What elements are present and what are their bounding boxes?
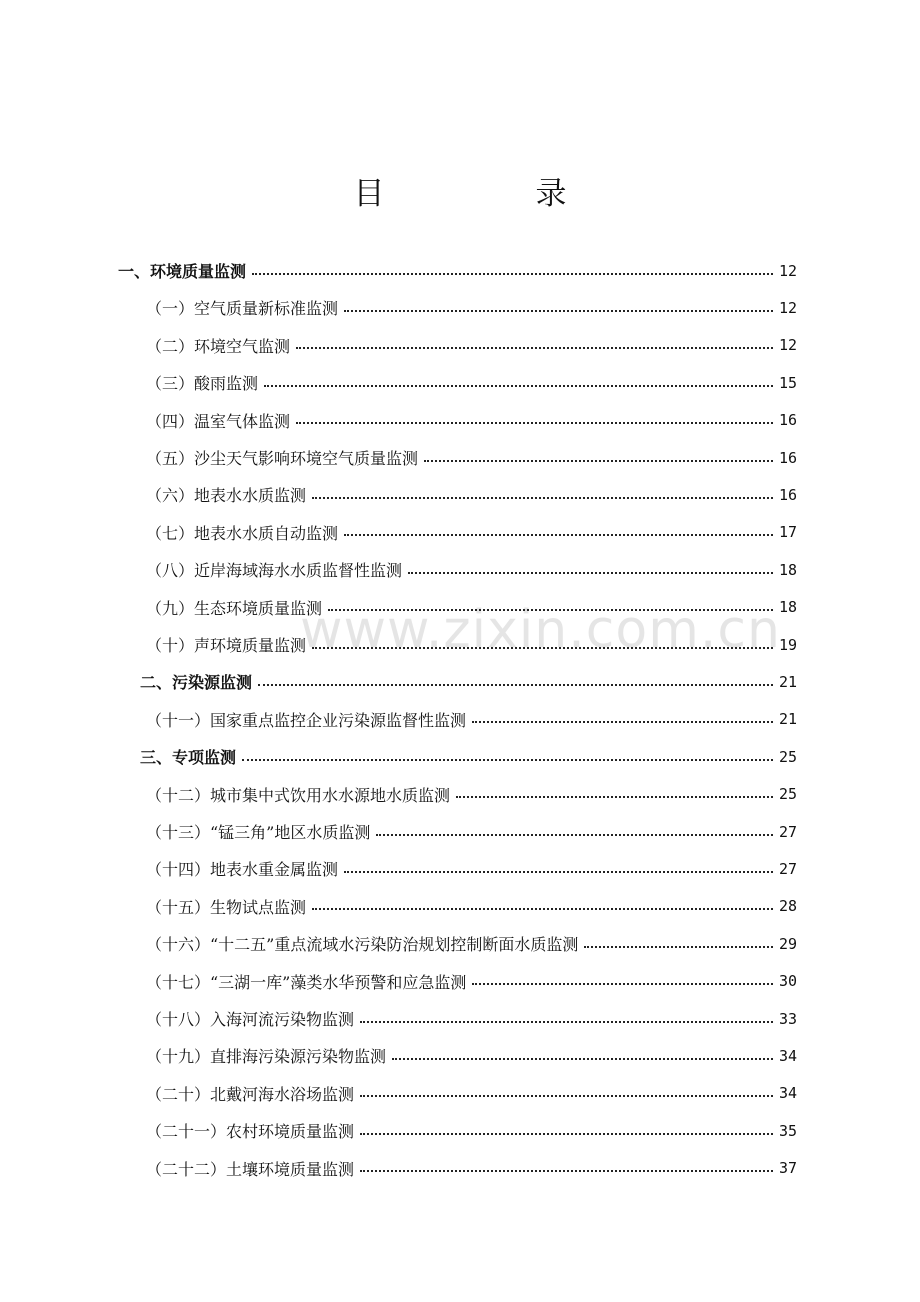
toc-entry[interactable] bbox=[146, 1075, 797, 1112]
toc-entry[interactable] bbox=[146, 439, 797, 476]
toc-entry-label: （十一）国家重点监控企业污染源监督性监测 bbox=[146, 710, 467, 730]
toc-dot-leader bbox=[472, 721, 773, 723]
toc-page-number: 37 bbox=[778, 1159, 797, 1178]
toc-entry[interactable] bbox=[146, 476, 797, 513]
toc-dot-leader bbox=[242, 759, 773, 761]
toc-entry-label: （五）沙尘天气影响环境空气质量监测 bbox=[146, 449, 419, 468]
page-title: 目 录 bbox=[353, 176, 627, 212]
toc-dot-leader bbox=[258, 684, 773, 686]
toc-page-number: 34 bbox=[778, 1046, 797, 1065]
toc-page-number: 15 bbox=[778, 373, 797, 392]
toc-entry[interactable] bbox=[146, 551, 797, 588]
toc-entry-label: （十七）“三湖一库”藻类水华预警和应急监测 bbox=[146, 972, 467, 992]
toc-entry-label: （十四）地表水重金属监测 bbox=[146, 860, 339, 880]
toc-entry-label: （二十）北戴河海水浴场监测 bbox=[146, 1084, 355, 1104]
toc-entry[interactable] bbox=[146, 776, 797, 813]
toc-entry[interactable] bbox=[146, 888, 797, 925]
toc-page-number: 12 bbox=[778, 261, 797, 280]
toc-entry[interactable] bbox=[146, 402, 797, 439]
toc-page-number: 25 bbox=[778, 747, 797, 766]
toc-entry[interactable] bbox=[146, 1000, 797, 1037]
toc-page-number: 16 bbox=[778, 485, 797, 504]
toc-entry[interactable] bbox=[146, 925, 797, 962]
toc-entry-label: （十）声环境质量监测 bbox=[146, 636, 307, 655]
toc-dot-leader bbox=[264, 385, 773, 387]
toc-entry[interactable] bbox=[146, 701, 797, 738]
toc-entry-label: （十九）直排海污染源污染物监测 bbox=[146, 1047, 387, 1067]
toc-page-number: 29 bbox=[778, 934, 797, 953]
toc-entry[interactable] bbox=[146, 626, 797, 663]
toc-entry[interactable] bbox=[146, 1037, 797, 1074]
toc-dot-leader bbox=[328, 609, 773, 611]
toc-dot-leader bbox=[360, 1170, 773, 1172]
toc-dot-leader bbox=[360, 1021, 773, 1023]
toc-entry-label: （四）温室气体监测 bbox=[146, 411, 291, 431]
toc-entry-label: （九）生态环境质量监测 bbox=[146, 598, 323, 618]
toc-entry[interactable] bbox=[146, 963, 797, 1000]
toc-entry-label: （八）近岸海域海水水质监督性监测 bbox=[146, 561, 403, 581]
toc-entry-label: 三、专项监测 bbox=[140, 748, 237, 768]
toc-entry-label: （六）地表水水质监测 bbox=[146, 486, 307, 506]
toc-page-number: 30 bbox=[778, 972, 797, 991]
toc-dot-leader bbox=[312, 497, 773, 499]
toc-entry-label: （十八）入海河流污染物监测 bbox=[146, 1010, 355, 1029]
toc-page-number: 34 bbox=[778, 1084, 797, 1103]
toc-page-number: 35 bbox=[778, 1121, 797, 1140]
toc-dot-leader bbox=[312, 647, 773, 649]
watermark: www.zixin.com.cn bbox=[300, 600, 781, 660]
toc-dot-leader bbox=[344, 310, 773, 312]
toc-dot-leader bbox=[472, 983, 773, 985]
toc-entry-label: （二十二）土壤环境质量监测 bbox=[146, 1159, 355, 1179]
toc-entry-label: （二）环境空气监测 bbox=[146, 336, 291, 356]
toc-page-number: 16 bbox=[778, 448, 797, 467]
toc-dot-leader bbox=[376, 834, 773, 836]
toc-dot-leader bbox=[344, 534, 773, 536]
toc-page-number: 33 bbox=[778, 1009, 797, 1028]
toc-page-number: 27 bbox=[778, 859, 797, 878]
toc-entry-label: （十三）“锰三角”地区水质监测 bbox=[146, 823, 371, 842]
toc-entry[interactable] bbox=[146, 813, 797, 850]
toc-entry-label: 二、污染源监测 bbox=[140, 673, 253, 693]
toc-entry-label: （十五）生物试点监测 bbox=[146, 897, 307, 917]
toc-dot-leader bbox=[584, 946, 773, 948]
toc-dot-leader bbox=[456, 796, 773, 798]
toc-page-number: 12 bbox=[778, 336, 797, 355]
toc-dot-leader bbox=[360, 1095, 773, 1097]
toc-dot-leader bbox=[296, 422, 773, 424]
toc-entry-label: （十六）“十二五”重点流域水污染防治规划控制断面水质监测 bbox=[146, 935, 579, 955]
toc-entry[interactable] bbox=[146, 327, 797, 364]
toc-entry-label: （十二）城市集中式饮用水水源地水质监测 bbox=[146, 785, 451, 805]
toc-page-number: 21 bbox=[778, 710, 797, 729]
toc-entry[interactable] bbox=[118, 252, 797, 289]
toc-entry[interactable] bbox=[140, 663, 797, 700]
toc-dot-leader bbox=[312, 908, 773, 910]
toc-dot-leader bbox=[424, 460, 773, 462]
toc-entry[interactable] bbox=[146, 289, 797, 326]
toc-dot-leader bbox=[296, 347, 773, 349]
toc-entry-label: （一）空气质量新标准监测 bbox=[146, 299, 339, 319]
toc-dot-leader bbox=[344, 871, 773, 873]
toc-entry[interactable] bbox=[146, 850, 797, 887]
toc-entry[interactable] bbox=[146, 364, 797, 401]
toc-entry-label: 一、环境质量监测 bbox=[118, 262, 247, 281]
toc-page-number: 12 bbox=[778, 298, 797, 317]
toc-dot-leader bbox=[392, 1058, 773, 1060]
toc-page-number: 18 bbox=[778, 598, 797, 617]
toc-page-number: 17 bbox=[778, 523, 797, 542]
toc-entry[interactable] bbox=[140, 738, 797, 775]
toc-entry-label: （二十一）农村环境质量监测 bbox=[146, 1122, 355, 1142]
toc-page-number: 18 bbox=[778, 560, 797, 579]
toc-dot-leader bbox=[408, 572, 773, 574]
toc-page-number: 19 bbox=[778, 635, 797, 654]
toc-entry-label: （三）酸雨监测 bbox=[146, 374, 259, 394]
toc-dot-leader bbox=[252, 273, 773, 275]
toc-page-number: 21 bbox=[778, 672, 797, 691]
toc-page-number: 28 bbox=[778, 897, 797, 916]
toc-page-number: 16 bbox=[778, 411, 797, 430]
toc-entry[interactable] bbox=[146, 589, 797, 626]
toc-entry[interactable] bbox=[146, 1112, 797, 1149]
toc-dot-leader bbox=[360, 1133, 773, 1135]
toc-page-number: 27 bbox=[778, 822, 797, 841]
toc-entry[interactable] bbox=[146, 1150, 797, 1187]
toc-page-number: 25 bbox=[778, 785, 797, 804]
toc-entry-label: （七）地表水水质自动监测 bbox=[146, 523, 339, 543]
toc-entry[interactable] bbox=[146, 514, 797, 551]
